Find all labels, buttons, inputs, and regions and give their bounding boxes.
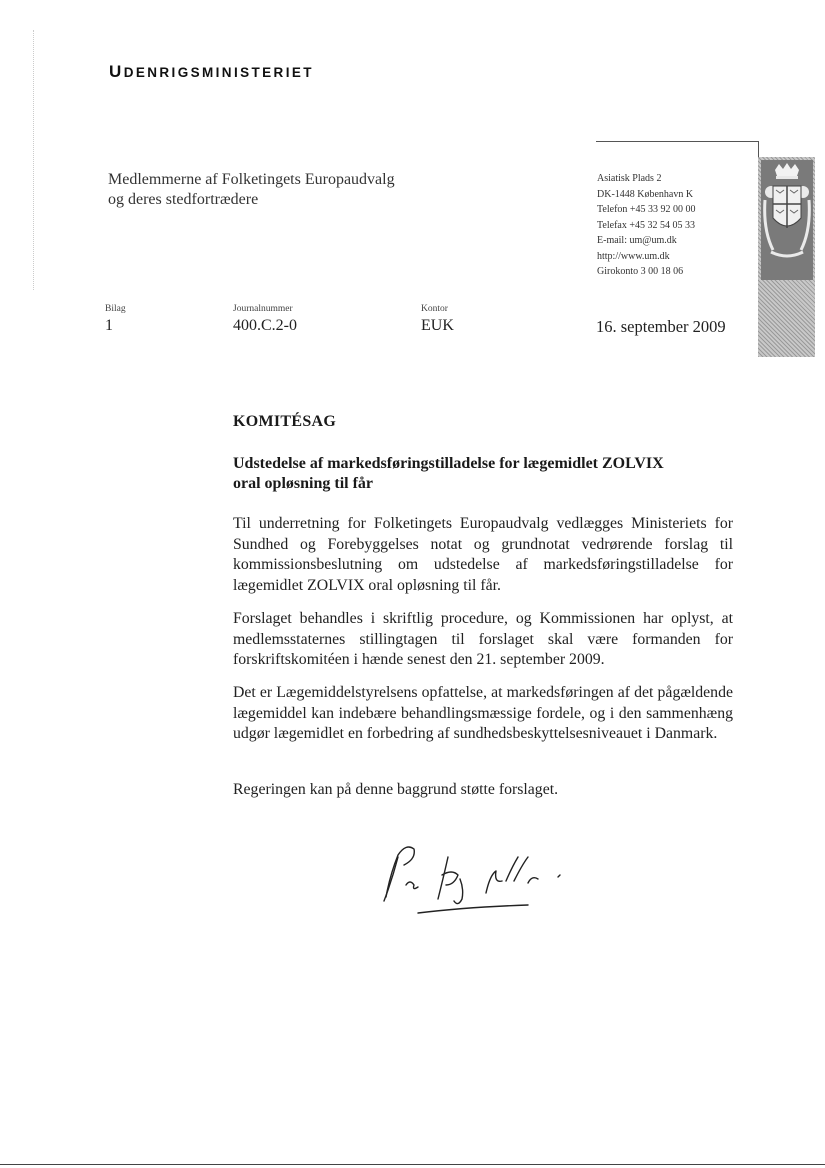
address-email: E-mail: um@um.dk <box>597 235 677 246</box>
paragraph-4: Regeringen kan på denne baggrund støtte forslaget. <box>233 781 559 798</box>
kontor-label: Kontor <box>421 304 448 314</box>
handwritten-signature <box>368 835 568 925</box>
journal-value: 400.C.2-0 <box>233 317 297 334</box>
ministry-name-rest: DENRIGSMINISTERIET <box>123 65 314 80</box>
bilag-value: 1 <box>105 317 113 334</box>
ministry-name <box>109 62 314 82</box>
journal-label: Journalnummer <box>233 304 293 314</box>
header-rule-vertical <box>758 141 759 157</box>
address-street: Asiatisk Plads 2 <box>597 173 662 184</box>
letter-date: 16. september 2009 <box>596 317 726 336</box>
kontor-value: EUK <box>421 317 454 334</box>
page-bottom-edge <box>0 1164 825 1165</box>
scan-margin-mark <box>33 30 34 290</box>
recipient-block <box>108 170 395 210</box>
header-rule <box>596 141 758 142</box>
subject-line-2: oral opløsning til får <box>233 475 374 492</box>
recipient-line-2: og deres stedfortrædere <box>108 191 259 208</box>
recipient-line-1: Medlemmerne af Folketingets Europaudvalg <box>108 171 395 188</box>
subject-heading <box>233 454 733 494</box>
bilag-label: Bilag <box>105 304 126 314</box>
paragraph-1: Til underretning for Folketingets Europaudvalg vedlægges Ministeriets for Sundhed og Forebyggelses notat og grundnotat vedrørende forslag til kommissionsbeslutning om udstedelse af markedsføringstilladelse for lægemidlet ZOLVIX oral opløsning til får. <box>233 515 733 594</box>
paragraph-2: Forslaget behandles i skriftlig procedure, og Kommissionen har oplyst, at medlemsstaternes stillingtagen til forslaget skal være formanden for forskriftskomitéen i hænde senest den 21. september 2009. <box>233 610 733 668</box>
address-giro: Girokonto 3 00 18 06 <box>597 266 684 277</box>
page-title: KOMITÉSAG <box>233 413 337 430</box>
royal-coat-of-arms-icon <box>761 160 813 280</box>
address-fax: Telefax +45 32 54 05 33 <box>597 219 695 231</box>
paragraph-3: Det er Lægemiddelstyrelsens opfattelse, at markedsføringen af det pågældende lægemiddel kan indebære behandlingsmæssige fordele, og i den sammenhæng udgør lægemidlet en forbedring af sundhedsbeskyttelsesniveauet i Danmark. <box>233 684 733 742</box>
address-web: http://www.um.dk <box>597 250 670 262</box>
address-city: DK-1448 København K <box>597 188 694 200</box>
address-phone: Telefon +45 33 92 00 00 <box>597 204 696 215</box>
ministry-name-initial: U <box>109 62 124 81</box>
sender-address <box>597 171 696 280</box>
subject-line-1: Udstedelse af markedsføringstilladelse for lægemidlet ZOLVIX <box>233 455 664 472</box>
